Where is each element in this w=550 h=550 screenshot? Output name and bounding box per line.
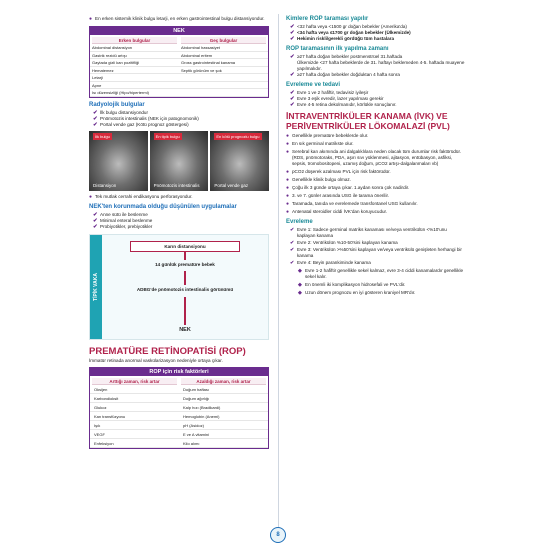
flow-arrow-icon <box>184 252 186 260</box>
flow-step: 14 günlük prematüre bebek <box>155 261 215 267</box>
list-item: ✔ Evre 3 eşik evredir, lazer yapılması gerekir <box>290 96 384 102</box>
list-item: ◆ Evre 1-2 hafiftir genellikle sekel kalmaz, evre 3-4 ciddi kanamalardır genellikle sekel kalır. <box>298 268 464 279</box>
list-item: ● Antenatal steroidler ciddi İVK'dan koruyucudur. <box>286 209 388 215</box>
image-caption: Distansiyon <box>93 182 117 188</box>
staging-title: Evreleme ve tedavi <box>286 82 341 88</box>
check-icon: ✔ <box>290 36 295 42</box>
list-item: ● Çoğu ilk 3 günde ortaya çıkar. 1.aydan sonra çok nadirdir. <box>286 185 410 191</box>
list-item: ✔ <32 hafta veya <1500 gr doğan bebekler (Amerika'da) <box>290 24 407 30</box>
rop-section-title: PREMATÜRE RETİNOPATİSİ (ROP) <box>89 345 246 357</box>
list-item: ● pCO2 düşerek azalması PVL için risk faktörüdür. <box>286 169 391 175</box>
bullet-icon: ● <box>286 177 290 183</box>
image-tag: En kötü prognozlu bulgu <box>216 133 260 139</box>
ivk-section-title: İNTRAVENTRİKÜLER KANAMA (İVK) VE PERİVENTRİKÜLER LÖKOMALAZİ (PVL) <box>286 111 450 131</box>
check-icon: ✔ <box>290 247 295 253</box>
list-item: ● En sık germinal matrikste olur. <box>286 141 354 147</box>
bullet-icon: ● <box>286 193 290 199</box>
spacer <box>290 60 297 72</box>
check-icon: ✔ <box>93 223 98 230</box>
flow-step: ADBG'de pnömotozis intestinalis görünümü <box>136 286 234 292</box>
rop-caption: İmmatür retinada anormal vaskülarizasyon nedeniyle ortaya çıkar. <box>89 357 223 363</box>
left-column <box>89 16 269 449</box>
image-caption: Pnömotozis intestinalis <box>153 182 200 188</box>
table-cell: Hematemez <box>90 67 179 75</box>
table-cell: Hemoglobin (Anemi) <box>179 412 268 421</box>
nek-early-header: Erken bulgular <box>92 37 177 44</box>
table-cell: Enfeksiyon <box>90 439 179 448</box>
list-item: ✔ Anne sütü ile beslenme <box>93 211 148 218</box>
screening-title: Kimlere ROP taraması yapılır <box>286 16 369 22</box>
list-item: ✔ Evre 2: Ventrikülün %10-50'sini kaplayan kanama <box>290 240 398 246</box>
table-cell: Gaytada gizli kan pozitifliği <box>90 59 179 67</box>
nek-late-column <box>179 35 268 97</box>
bullet-icon: ● <box>286 209 290 215</box>
bullet-icon: ● <box>89 16 93 22</box>
check-icon: ✔ <box>290 102 295 108</box>
rop-increase-header: Arttığı zaman, risk artar <box>92 378 177 385</box>
check-icon: ✔ <box>93 121 98 128</box>
bullet-icon: ● <box>286 169 290 175</box>
list-item: ✔ ≥27 hafta doğan bebekler doğduktan 4 hafta sonra <box>290 72 400 78</box>
table-cell: Isı düzensizliği (Hipo/hipertermi) <box>90 89 179 97</box>
bullet-icon: ● <box>286 185 290 191</box>
table-cell: Gastrik rezidü artışı <box>90 52 179 60</box>
list-item: ● Genellikle klinik bulgu olmaz. <box>286 177 351 183</box>
list-item: Ülkemizde <27 hafta bebeklerde de 31. haftayı beklemeden 4-5. haftada muayene yapılmalıdır. <box>290 60 466 72</box>
protection-title: NEK'ten korunmada olduğu düşünülen uygulamalar <box>89 203 237 210</box>
table-cell: E ve A vitamini <box>179 430 268 439</box>
table-cell: Glukoz <box>90 403 179 412</box>
list-item: ✔ Portal vende gaz (Kötü prognoz göstergesi) <box>93 121 189 128</box>
nek-table <box>89 26 269 98</box>
xray-image-portal-gas <box>210 131 269 191</box>
check-icon: ✔ <box>290 30 295 36</box>
table-cell: pH (Asidoz) <box>179 421 268 430</box>
check-icon: ✔ <box>290 24 295 30</box>
check-icon: ✔ <box>93 211 98 218</box>
diamond-icon: ◆ <box>298 282 302 288</box>
table-cell <box>179 82 268 90</box>
table-cell: VEGF <box>90 430 179 439</box>
table-cell: Apne <box>90 82 179 90</box>
table-cell: Kan transfüzyonu <box>90 412 179 421</box>
nek-late-header: Geç bulgular <box>181 37 266 44</box>
check-icon: ✔ <box>290 240 295 246</box>
nek-table-title: NEK <box>90 27 268 35</box>
typical-case-side-label: TİPİK VAKA <box>90 235 102 339</box>
grading-title: Evreleme <box>286 219 313 225</box>
intro-paragraph: ● En erken sistemik klinik bulgu letarji, en erken gastrointestinal bulgu distansiyondur. <box>89 16 265 22</box>
bullet-icon: ● <box>286 201 290 207</box>
screening-start-title: ROP taramasının ilk yapılma zamanı <box>286 46 389 52</box>
list-item: ◆ Uzun dönem prognozu en iyi gösteren kraniyel MR'dır. <box>298 290 416 296</box>
image-tag: En tipik bulgu <box>155 133 180 139</box>
table-cell: Doğum ağırlığı <box>179 394 268 403</box>
table-cell: Oksijen <box>90 385 179 394</box>
check-icon: ✔ <box>93 217 98 224</box>
rop-table-title: ROP için risk faktörleri <box>90 368 268 376</box>
check-icon: ✔ <box>290 72 295 78</box>
image-caption: Portal vende gaz <box>214 182 249 188</box>
check-icon: ✔ <box>290 260 295 266</box>
table-cell: Kilo alımı <box>179 439 268 448</box>
xray-image-pneumatosis <box>150 131 209 191</box>
list-item: ✔ Evre 4: Beyin parankiminde kanama <box>290 260 371 266</box>
list-item: ● Genellikle prematüre bebeklerde olur. <box>286 133 369 139</box>
check-icon: ✔ <box>290 54 295 60</box>
flow-box: Karın distansiyonu <box>130 241 240 252</box>
table-cell <box>179 89 268 97</box>
list-item: ✔ Evre 4-5 retina dekolmanıdır, körlükle sonuçlanır. <box>290 102 397 108</box>
table-cell: Gross gastrointestinal kanama <box>179 59 268 67</box>
list-item: ✔ Hekimin riskli/gerekli gördüğü tüm hastalara <box>290 36 395 42</box>
bullet-icon: ● <box>286 141 290 147</box>
table-cell: Letarji <box>90 74 179 82</box>
bullet-icon: ● <box>89 193 93 200</box>
image-tag: İlk bulgu <box>95 133 110 139</box>
list-item: ✔ Pnömotozis intestinalis (NEK için patognomonik) <box>93 115 199 122</box>
diamond-icon: ◆ <box>298 268 302 274</box>
typical-case-panel <box>89 234 269 340</box>
list-item: ● Taramada, tanıda ve evrelemede transfontanel USG kullanılır. <box>286 201 418 207</box>
flow-result: NEK <box>179 326 191 333</box>
table-cell: Abdominal hassasiyet <box>179 44 268 52</box>
list-item: ✔ İlk bulgu distansiyondur <box>93 109 149 116</box>
diamond-icon: ◆ <box>298 290 302 296</box>
rop-decrease-column <box>179 376 268 448</box>
column-divider <box>278 14 279 536</box>
check-icon: ✔ <box>290 90 295 96</box>
list-item: ✔ ≥27 hafta doğan bebekler postmenstrüel 31.haftada <box>290 54 403 60</box>
flow-arrow-icon <box>184 271 186 285</box>
table-cell: Abdominal distansiyon <box>90 44 179 52</box>
rop-decrease-header: Azaldığı zaman, risk artar <box>181 378 266 385</box>
check-icon: ✔ <box>93 109 98 116</box>
rop-risk-table <box>89 367 269 449</box>
table-cell: Abdominal eritem <box>179 52 268 60</box>
list-item: ◆ En önemli iki komplikasyon hidrosefali ve PVL'dir. <box>298 282 406 288</box>
check-icon: ✔ <box>290 96 295 102</box>
table-cell: Doğum haftası <box>179 385 268 394</box>
nek-early-column <box>90 35 179 97</box>
table-cell: Kalp hızı (Bradikardi) <box>179 403 268 412</box>
list-item: ✔ Evre 1 ve 2 hafiftir, tedavisiz iyileşir <box>290 90 369 96</box>
xray-image-distension <box>89 131 148 191</box>
flow-arrow-icon <box>184 297 186 325</box>
list-item: ● 3. ve 7. günler arasında USG ile tarama önerilir. <box>286 193 390 199</box>
list-item: ✔ Probiyotikler, prebiyotikler <box>93 223 153 230</box>
rop-increase-column <box>90 376 179 448</box>
check-icon: ✔ <box>93 115 98 122</box>
list-item: ● Serebral kan akımında ani dalgalıklılara neden olacak tüm durumlar risk faktörüdür. (RDS, pnömotoraks, PDA, aşırı sıvı yüklenmesi, ajitasyon, entübasyon, asfiksi, sepsis, tromobositopeni, uzamış doğum, pCO2 artışı-dalgalanmaları vb) <box>286 149 462 166</box>
list-item: ✔ Evre 1: Sadece germinal matriks kanaması ve/veya ventrikülün <%10'unu kaplayan kanama <box>290 227 447 238</box>
xray-image-panel <box>89 131 269 191</box>
list-item: ✔ <34 hafta veya ≤1700 gr doğan bebekler (Ülkemizde) <box>290 30 411 36</box>
indication-paragraph: ● Tek mutlak cerrahi endikasyonu perforasyondur. <box>89 193 193 200</box>
check-icon: ✔ <box>290 227 295 233</box>
table-cell <box>179 74 268 82</box>
table-cell: Septik görünüm ve şok <box>179 67 268 75</box>
list-item: ✔ Evre 3: Ventrikülün >%50'sini kaplayan ve/veya ventrikülü genişleten herhangi bir kanama <box>290 247 462 258</box>
page-number: 8 <box>270 527 286 543</box>
table-cell: Işık <box>90 421 179 430</box>
list-item: ✔ Minimal enteral beslenme <box>93 217 153 224</box>
table-cell: Karbondioksit <box>90 394 179 403</box>
right-column <box>286 16 466 296</box>
bullet-icon: ● <box>286 149 290 155</box>
radiology-title: Radyolojik bulgular <box>89 101 145 108</box>
bullet-icon: ● <box>286 133 290 139</box>
